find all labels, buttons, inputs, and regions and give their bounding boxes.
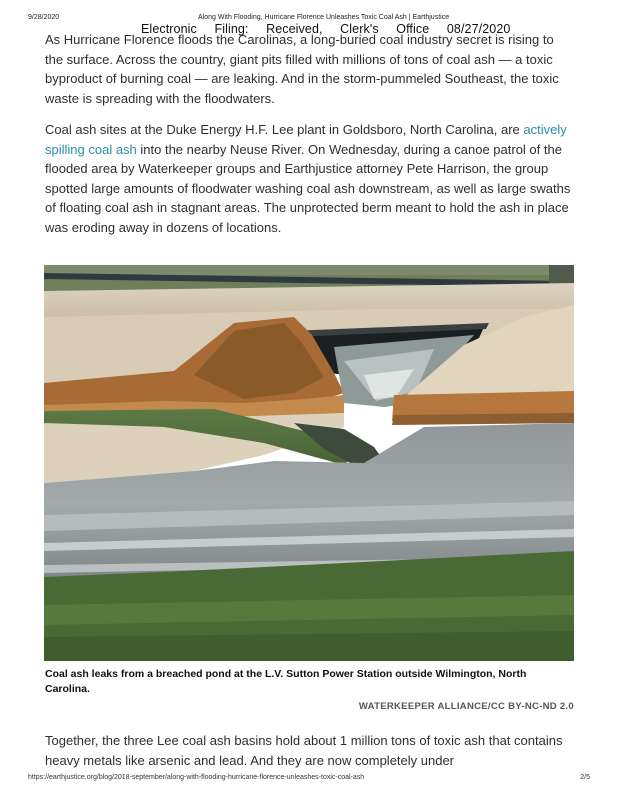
- photo-credit: WATERKEEPER ALLIANCE/CC BY-NC-ND 2.0: [358, 701, 574, 712]
- paragraph-text: Coal ash sites at the Duke Energy H.F. Lee plant in Goldsboro, North Carolina, are: [45, 122, 524, 137]
- stamp-word: Office: [396, 22, 430, 36]
- stamp-word: Clerk's: [340, 22, 379, 36]
- article-paragraph-2: [45, 120, 575, 237]
- page-url: https://earthjustice.org/blog/2018-september/along-with-flooding-hurricane-florence-unleashes-toxic-coal-ash: [28, 774, 365, 781]
- spilling-coal-ash-link[interactable]: actively spilling coal ash: [45, 122, 567, 157]
- stamp-word: Electronic: [141, 22, 197, 36]
- coal-ash-breach-photo: [44, 265, 574, 661]
- stamp-word: Received,: [266, 22, 323, 36]
- photo-caption: Coal ash leaks from a breached pond at the L.V. Sutton Power Station outside Wilmington, North Carolina.: [45, 668, 527, 695]
- stamp-date: 08/27/2020: [446, 22, 511, 36]
- print-date: 9/28/2020: [28, 14, 60, 21]
- article-paragraph-1: As Hurricane Florence floods the Carolinas, a long-buried coal industry secret is rising to the surface. Across the country, giant pits filled with millions of tons of coal ash — a toxic byproduct of burning coal — are leaking. And in the storm-pummeled Southeast, the toxic waste is spreading with the floodwaters.: [45, 32, 559, 106]
- paragraph-text: into the nearby Neuse River. On Wednesday, during a canoe patrol of the flooded area by Waterkeeper groups and Earthjustice attorney Pete Harrison, the group spotted large amounts of floodwater washing coal ash downstream, as well as large swaths of floating coal ash in stagnant areas. The unprotected berm meant to hold the ash in place was eroding away in dozens of locations.: [45, 141, 571, 235]
- print-title: Along With Flooding, Hurricane Florence Unleashes Toxic Coal Ash | Earthjustice: [198, 14, 450, 21]
- page-number: 2/5: [580, 774, 590, 781]
- article-paragraph-3: Together, the three Lee coal ash basins hold about 1 million tons of toxic ash that contains heavy metals like arsenic and lead. And they are now completely under: [45, 733, 563, 768]
- stamp-word: Filing:: [214, 22, 249, 36]
